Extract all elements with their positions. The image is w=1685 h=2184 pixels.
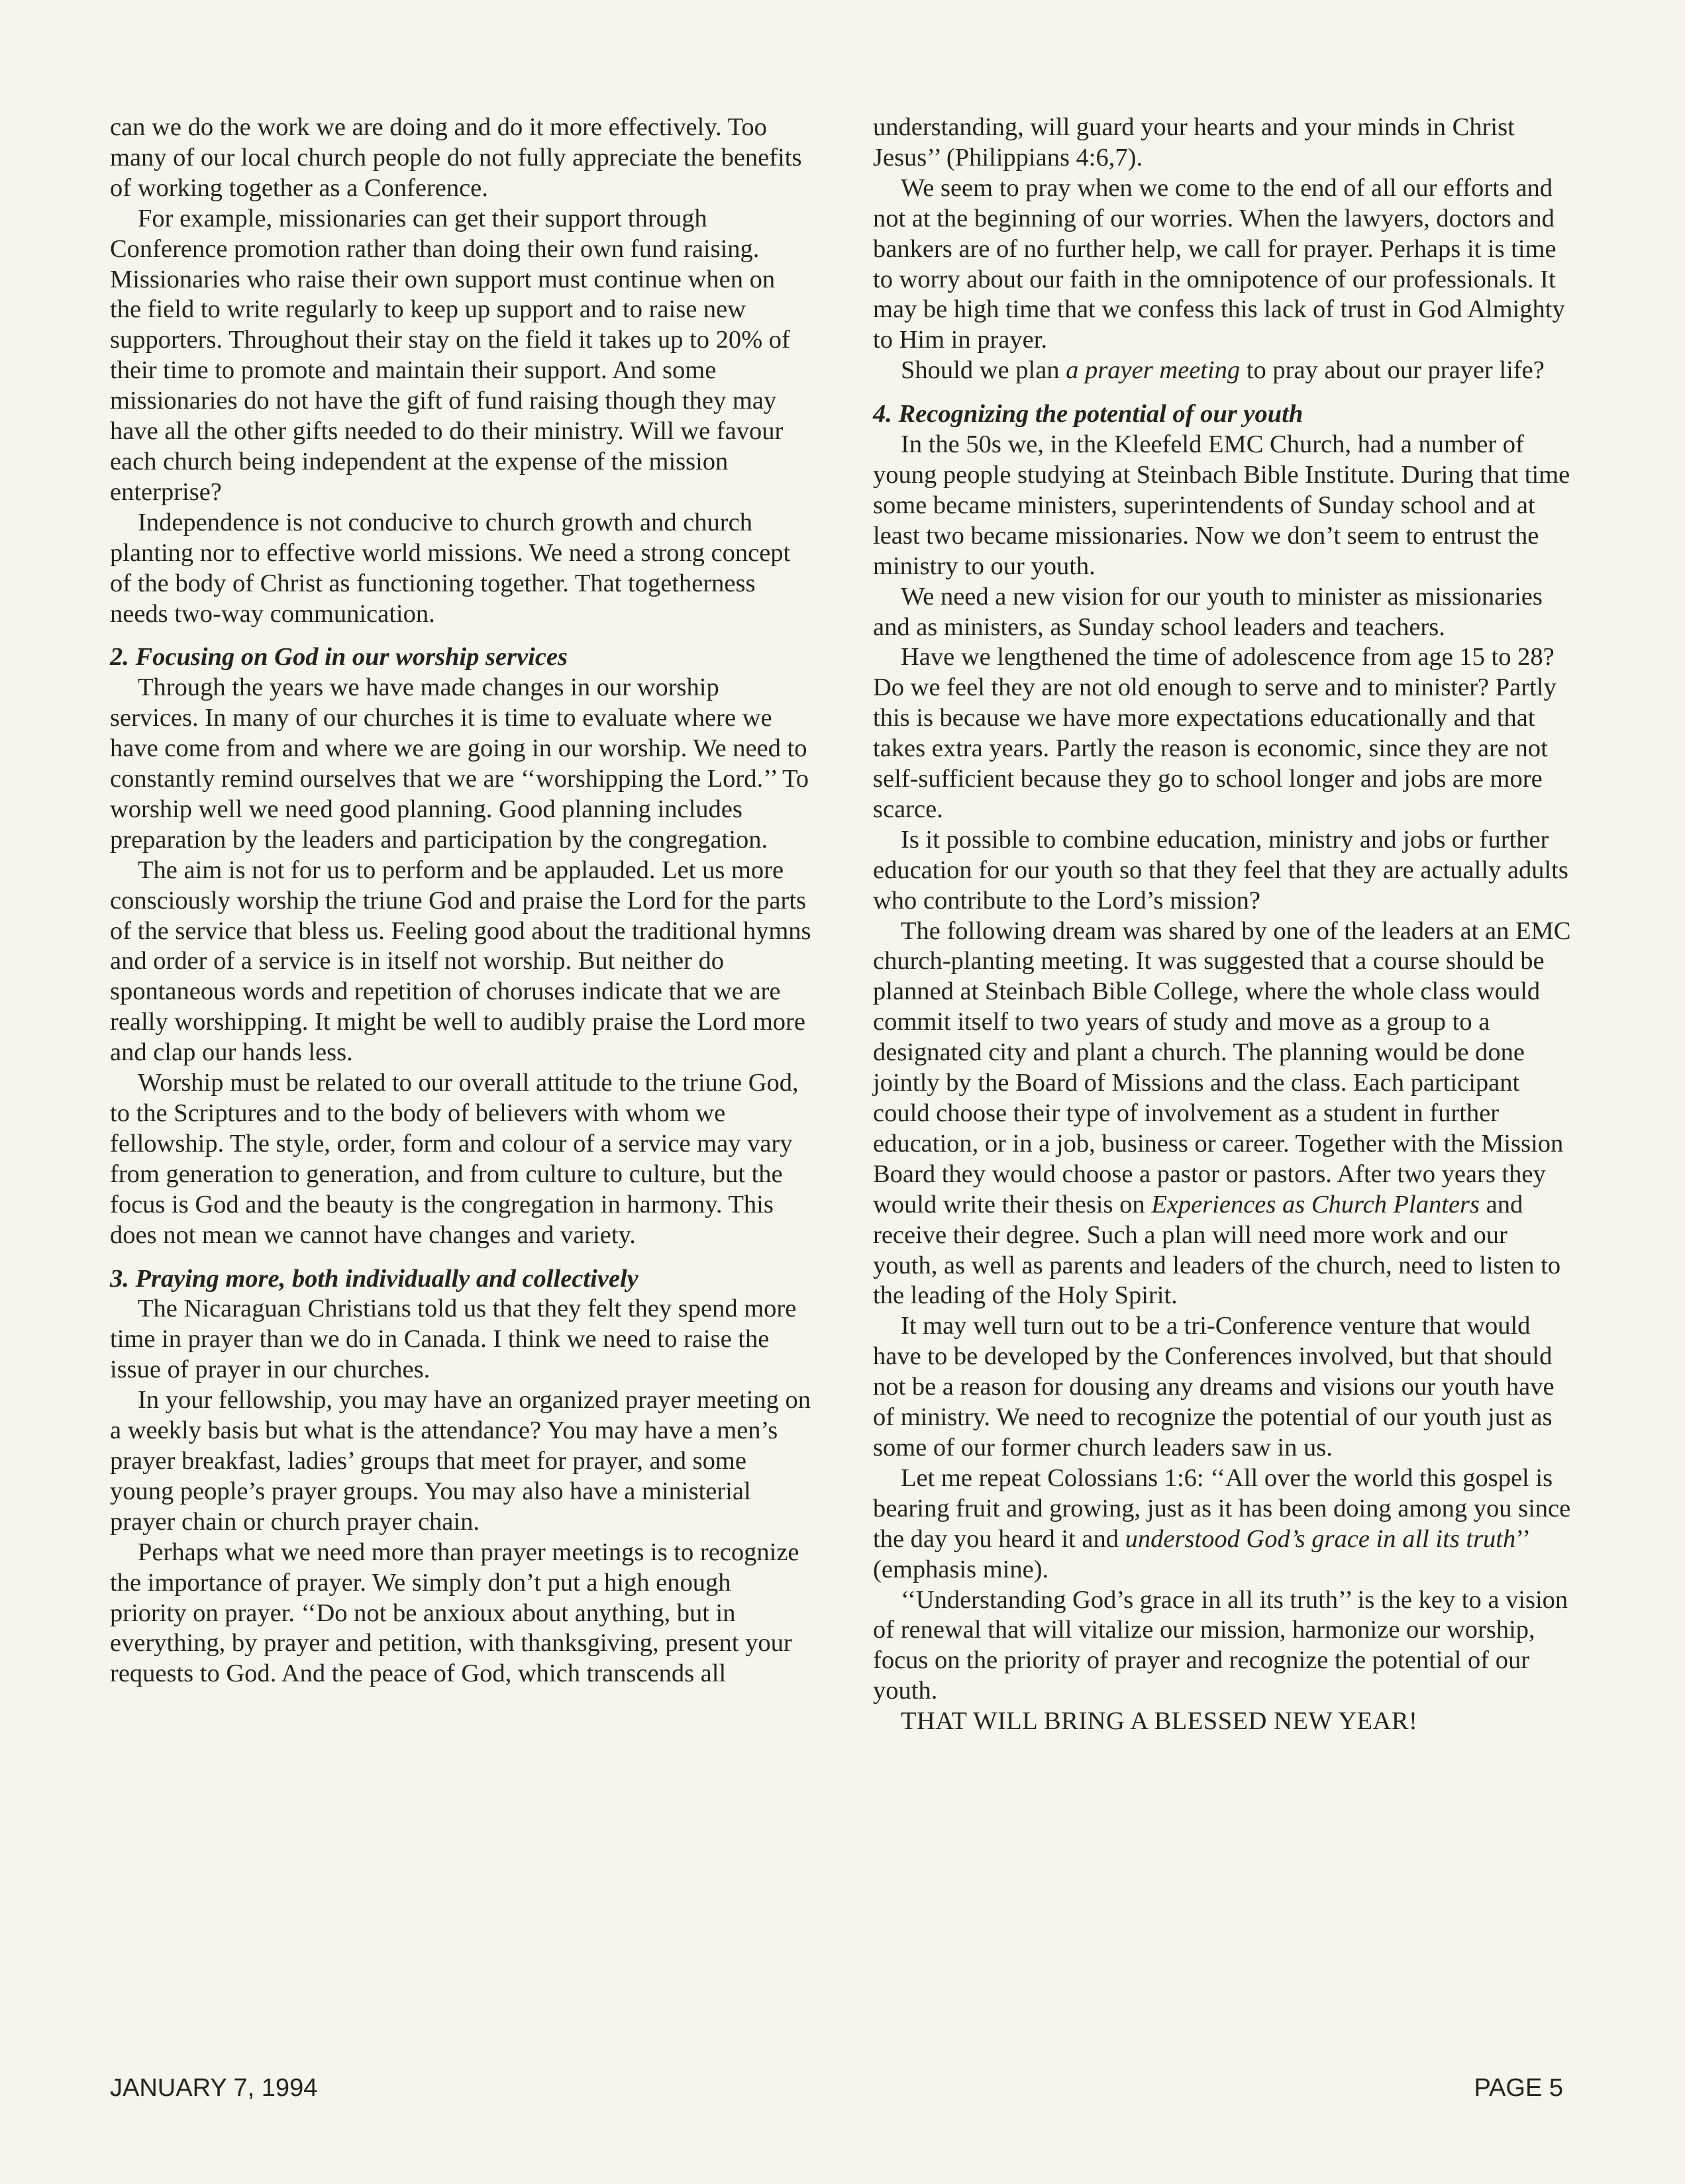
paragraph: Worship must be related to our overall attitude to the triune God, to the Scriptures and to the body of believers with whom we fellowship. The style, order, form and colour of a service may vary from generation to generation, and from culture to culture, but the focus is God and the beauty is the congregation in harmony. This does not mean we cannot have changes and variety. (110, 1069, 799, 1249)
text-run: ’’ (emphasis mine). (873, 1524, 1529, 1583)
text-run: The following dream was shared by one of the leaders at an EMC church-planting meeting. It was suggested that a course should be planned at Steinbach Bible College, where the whole class would commit itself to two years of study and move as a group to a designated city and plant a church. The planning would be done jointly by the Board of Missions and the class. Each participant could choose their type of involvement as a student in further education, or in a job, business or career. Together with the Mission Board they would choose a pastor or pastors. After two years they would write their thesis on (873, 917, 1571, 1218)
paragraph: ‘‘Understanding God’s grace in all its truth’’ is the key to a vision of renewal that will vitalize our mission, harmonize our worship, focus on the priority of prayer and recognize the potential of our youth. (873, 1585, 1568, 1705)
text-run: Let me repeat Colossians 1:6: ‘‘All over the world this gospel is bearing fruit and growing, just as it has been doing among you since the day you heard it and (873, 1464, 1571, 1553)
paragraph: Have we lengthened the time of adolescence from age 15 to 28? Do we feel they are not old enough to serve and to minister? Partly this is because we have more expectations educationally and that takes extra years. Partly the reason is economic, since they are not self-sufficient because they go to school longer and jobs are more scarce. (873, 643, 1557, 823)
section-heading-prayer: 3. Praying more, both individually and collectively (110, 1264, 638, 1293)
footer-page-number: PAGE 5 (1474, 2074, 1563, 2102)
paragraph: For example, missionaries can get their support through Conference promotion rather than doing their own fund raising. Missionaries who raise their own support must continue when on the field to write regularly to keep up support and to raise new supporters. Throughout their stay on the field it takes up to 20% of their time to promote and maintain their support. And some missionaries do not have the gift of fund raising though they may have all the other gifts needed to do their ministry. Will we favour each church being independent at the expense of the mission enterprise? (110, 204, 790, 506)
emphasis-text: Experiences as Church Planters (1151, 1190, 1480, 1218)
paragraph (873, 356, 1575, 386)
paragraph: We seem to pray when we come to the end of all our efforts and not at the beginning of our worries. When the lawyers, doctors and bankers are of no further help, we call for prayer. Perhaps it is time to worry about our faith in the omnipotence of our professionals. It may be high time that we confess this lack of trust in God Almighty to Him in prayer. (873, 174, 1565, 354)
paragraph: We need a new vision for our youth to minister as missionaries and as ministers, as Sunday school leaders and teachers. (873, 582, 1543, 641)
left-column (110, 113, 812, 1689)
paragraph: Independence is not conducive to church growth and church planting nor to effective world missions. We need a strong concept of the body of Christ as functioning together. That togetherness needs two-way communication. (110, 508, 791, 628)
paragraph: Through the years we have made changes in our worship services. In many of our churches it is time to evaluate where we have come from and where we are going in our worship. We need to constantly remind ourselves that we are ‘‘worshipping the Lord.’’ To worship well we need good planning. Good planning includes preparation by the leaders and participation by the congregation. (110, 673, 809, 854)
paragraph: can we do the work we are doing and do it more effectively. Too many of our local church people do not fully appreciate the benefits of working together as a Conference. (110, 113, 802, 202)
paragraph: Is it possible to combine education, ministry and jobs or further education for our youth so that they feel that they are actually adults who contribute to the Lord’s mission? (873, 825, 1568, 915)
footer-date: JANUARY 7, 1994 (110, 2074, 318, 2102)
text-run: Should we plan (901, 356, 1066, 385)
emphasis-text: a prayer meeting (1066, 356, 1241, 385)
emphasis-text: understood God’s grace in all its truth (1125, 1524, 1516, 1553)
paragraph: In your fellowship, you may have an organized prayer meeting on a weekly basis but what is the attendance? You may have a men’s prayer breakfast, ladies’ groups that meet for prayer, and some young people’s prayer groups. You may also have a ministerial prayer chain or church prayer chain. (110, 1386, 811, 1536)
paragraph: understanding, will guard your hearts and your minds in Christ Jesus’’ (Philippians 4:6,7). (873, 113, 1515, 172)
paragraph: In the 50s we, in the Kleefeld EMC Church, had a number of young people studying at Steinbach Bible Institute. During that time some became ministers, superintendents of Sunday school and at least two became missionaries. Now we don’t seem to entrust the ministry to our youth. (873, 430, 1570, 580)
right-column (873, 113, 1575, 1737)
paragraph: It may well turn out to be a tri-Conference venture that would have to be developed by the Conferences involved, but that should not be a reason for dousing any dreams and visions our youth have of ministry. We need to recognize the potential of our youth just as some of our former church leaders saw in us. (873, 1312, 1555, 1462)
section-heading-worship: 2. Focusing on God in our worship services (110, 643, 568, 671)
paragraph: Perhaps what we need more than prayer meetings is to recognize the importance of prayer. We simply don’t put a high enough priority on prayer. ‘‘Do not be anxioux about anything, but in everything, by prayer and petition, with thanksgiving, present your requests to God. And the peace of God, which transcends all (110, 1538, 799, 1688)
section-heading-youth: 4. Recognizing the potential of our youth (873, 400, 1303, 428)
paragraph: The Nicaraguan Christians told us that they felt they spend more time in prayer than we do in Canada. I think we need to raise the issue of prayer in our churches. (110, 1295, 797, 1384)
closing-line: THAT WILL BRING A BLESSED NEW YEAR! (901, 1707, 1418, 1736)
text-run: to pray about our prayer life? (1240, 356, 1545, 385)
text-run: and receive their degree. Such a plan will need more work and our youth, as well as parents and leaders of the church, need to listen to the leading of the Holy Spirit. (873, 1190, 1561, 1310)
paragraph: The aim is not for us to perform and be applauded. Let us more consciously worship the triune God and praise the Lord for the parts of the service that bless us. Feeling good about the traditional hymns and order of a service is in itself not worship. But neither do spontaneous words and repetition of choruses indicate that we are really worshipping. It might be well to audibly praise the Lord more and clap our hands less. (110, 856, 811, 1067)
paragraph (873, 1464, 1575, 1585)
paragraph (873, 917, 1575, 1312)
